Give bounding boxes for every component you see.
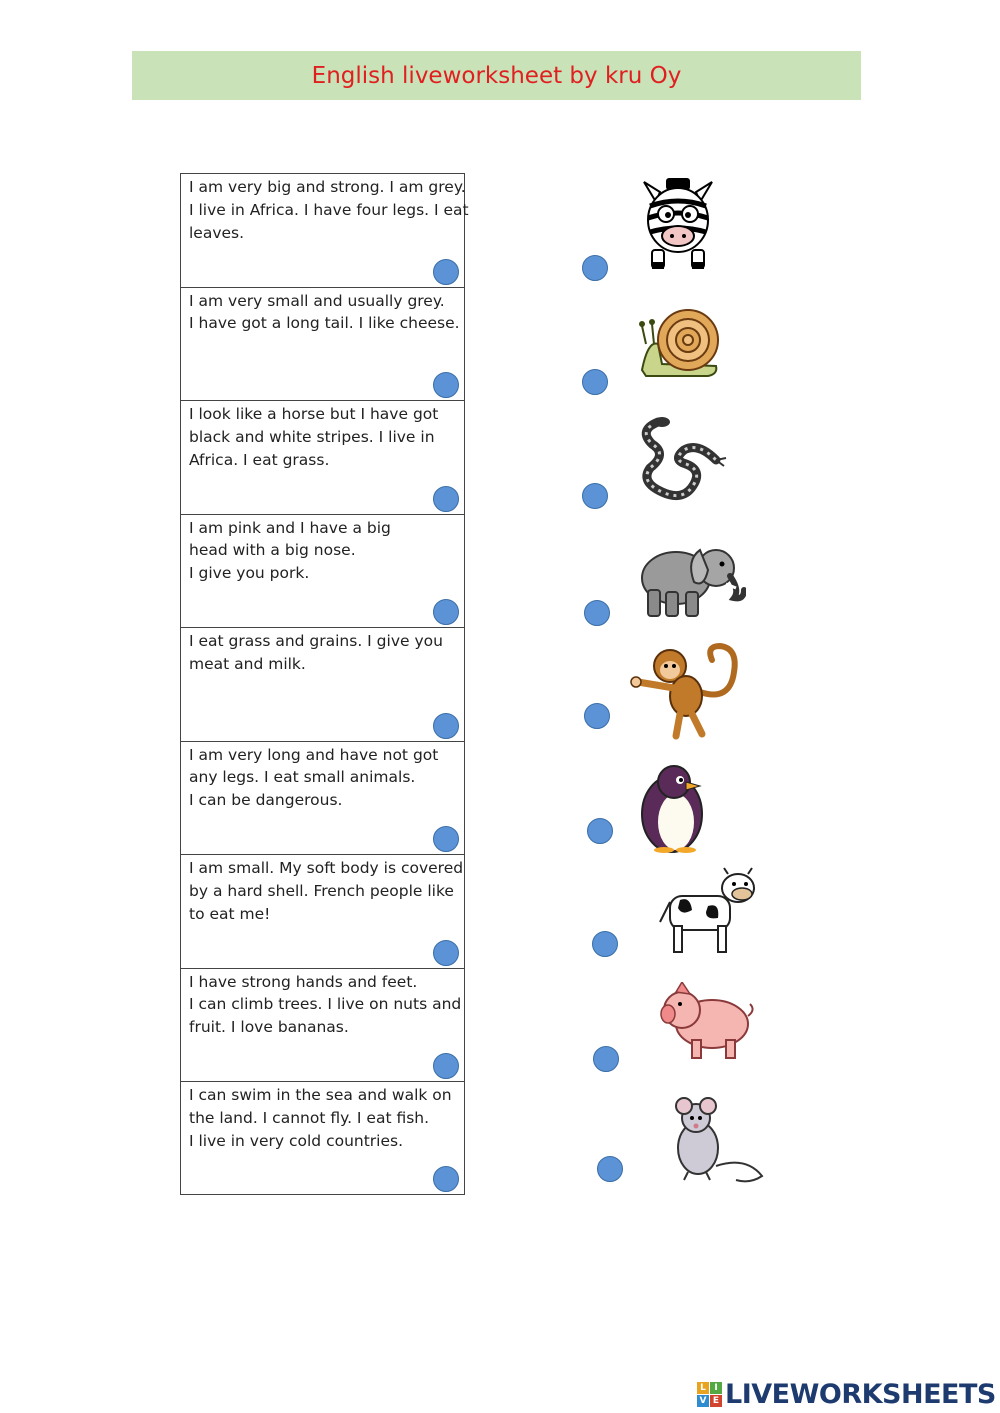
- zebra-icon: [636, 176, 720, 272]
- clue-match-dot[interactable]: [433, 940, 459, 966]
- clue-box: [180, 514, 465, 628]
- clue-text: by a hard shell. French people like: [189, 881, 454, 900]
- picture-match-dot[interactable]: [593, 1046, 619, 1072]
- clue-list: [180, 173, 469, 1195]
- cow-icon: [656, 866, 760, 956]
- logo-tile: E: [710, 1395, 722, 1407]
- clue-box: [180, 1081, 465, 1195]
- logo-tiles: [697, 1382, 722, 1407]
- picture-match-dot[interactable]: [597, 1156, 623, 1182]
- clue-match-dot[interactable]: [433, 1053, 459, 1079]
- clue-text: I eat grass and grains. I give you: [189, 632, 443, 650]
- picture-match-dot[interactable]: [584, 600, 610, 626]
- clue-match-dot[interactable]: [433, 372, 459, 398]
- clue-box: [180, 741, 465, 855]
- clue-text: I give you pork.: [189, 564, 310, 583]
- clue-match-dot[interactable]: [433, 599, 459, 625]
- clue-text: to eat me!: [189, 904, 271, 923]
- clue-text: I have strong hands and feet.: [189, 972, 418, 991]
- clue-text: I am small. My soft body is covered: [189, 859, 464, 877]
- clue-match-dot[interactable]: [433, 1166, 459, 1192]
- picture-match-dot[interactable]: [582, 369, 608, 395]
- clue-text: I am pink and I have a big: [189, 518, 391, 537]
- logo-tile: V: [697, 1395, 709, 1407]
- clue-text: meat and milk.: [189, 654, 306, 673]
- picture-match-dot[interactable]: [592, 931, 618, 957]
- clue-box: [180, 400, 465, 514]
- clue-text: Africa. I eat grass.: [189, 450, 330, 469]
- clue-text: I can swim in the sea and walk on: [189, 1086, 452, 1104]
- clue-text: I can climb trees. I live on nuts and: [189, 995, 462, 1014]
- monkey-icon: [630, 642, 744, 742]
- clue-text: I can be dangerous.: [189, 791, 343, 810]
- penguin-icon: [638, 764, 712, 854]
- snake-icon: [638, 414, 728, 502]
- clue-box: [180, 173, 469, 287]
- clue-text: any legs. I eat small animals.: [189, 768, 416, 787]
- logo-wordmark: LIVEWORKSHEETS: [725, 1378, 996, 1410]
- logo-tile: L: [697, 1382, 709, 1394]
- clue-text: black and white stripes. I live in: [189, 427, 435, 446]
- pig-icon: [656, 982, 756, 1062]
- clue-match-dot[interactable]: [433, 259, 459, 285]
- clue-text: I am very small and usually grey.: [189, 291, 445, 310]
- clue-box: [180, 287, 465, 401]
- elephant-icon: [636, 540, 746, 620]
- clue-text: fruit. I love bananas.: [189, 1018, 349, 1037]
- clue-text: I look like a horse but I have got: [189, 405, 439, 423]
- liveworksheets-logo: [697, 1377, 996, 1411]
- picture-match-dot[interactable]: [582, 255, 608, 281]
- snail-icon: [638, 300, 722, 380]
- clue-text: I am very long and have not got: [189, 745, 439, 764]
- picture-match-dot[interactable]: [582, 483, 608, 509]
- clue-box: [180, 968, 465, 1082]
- clue-text: I have got a long tail. I like cheese.: [189, 314, 460, 333]
- clue-text: leaves.: [189, 223, 245, 242]
- logo-tile: I: [710, 1382, 722, 1394]
- clue-match-dot[interactable]: [433, 826, 459, 852]
- clue-text: I live in very cold countries.: [189, 1131, 404, 1150]
- worksheet-title-banner: [132, 51, 861, 100]
- clue-match-dot[interactable]: [433, 486, 459, 512]
- worksheet-title: English liveworksheet by kru Oy: [311, 62, 682, 89]
- clue-match-dot[interactable]: [433, 713, 459, 739]
- clue-box: [180, 854, 465, 968]
- clue-text: the land. I cannot fly. I eat fish.: [189, 1108, 430, 1127]
- clue-text: I live in Africa. I have four legs. I eat: [189, 200, 469, 219]
- picture-match-dot[interactable]: [587, 818, 613, 844]
- mouse-icon: [666, 1096, 766, 1186]
- clue-text: I am very big and strong. I am grey.: [189, 178, 466, 196]
- picture-match-dot[interactable]: [584, 703, 610, 729]
- clue-text: head with a big nose.: [189, 541, 356, 560]
- clue-box: [180, 627, 465, 741]
